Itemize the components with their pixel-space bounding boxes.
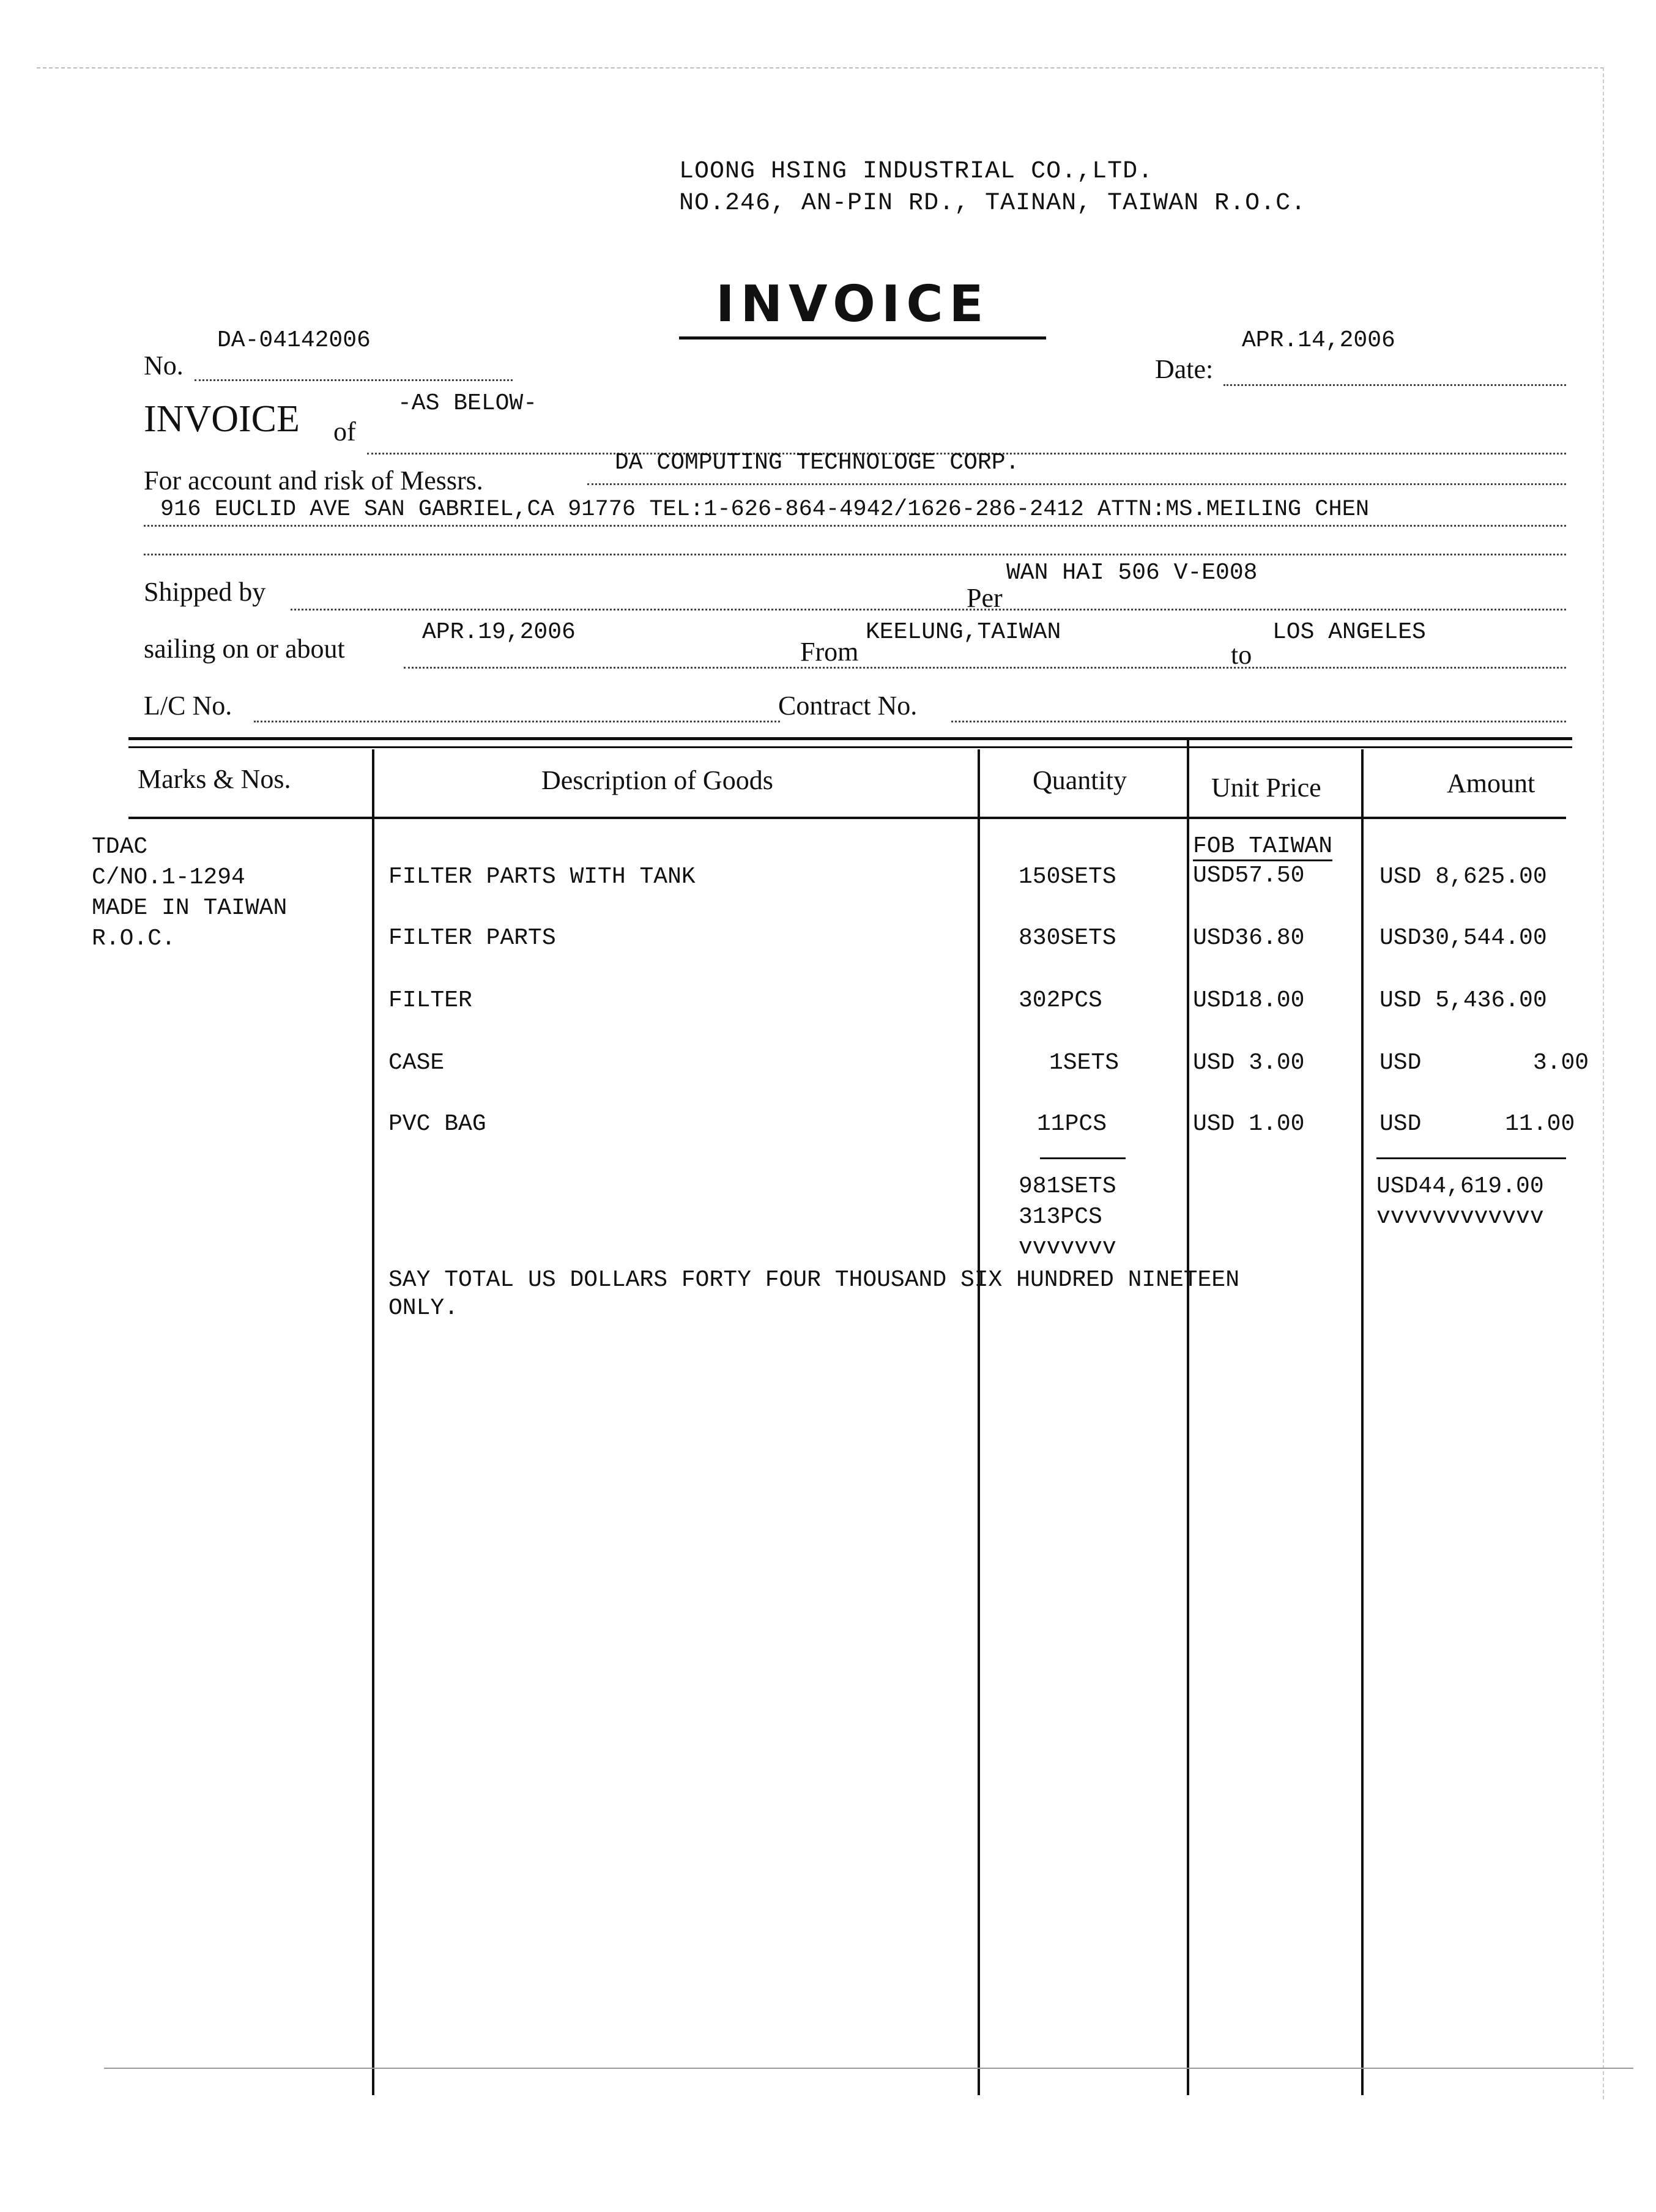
invoice-title: INVOICE xyxy=(716,275,990,333)
col-divider-1 xyxy=(372,749,374,2095)
header-unit-price: Unit Price xyxy=(1211,773,1321,803)
row-description: FILTER PARTS WITH TANK xyxy=(388,864,696,890)
row-description: FILTER xyxy=(388,987,472,1014)
row-description: PVC BAG xyxy=(388,1111,486,1137)
col-divider-2 xyxy=(978,749,980,2095)
shipped-by-line xyxy=(291,609,1566,611)
page-fold-edge xyxy=(104,2068,1633,2069)
header-marks: Marks & Nos. xyxy=(138,764,291,794)
row-amount: USD30,544.00 xyxy=(1379,925,1547,951)
company-header xyxy=(679,156,1306,220)
shipped-by-label: Shipped by xyxy=(144,577,266,607)
row-quantity: 11PCS xyxy=(1037,1111,1107,1137)
row-amount: USD 8,625.00 xyxy=(1379,864,1547,890)
header-quantity: Quantity xyxy=(1033,765,1127,795)
invoice-number: DA-04142006 xyxy=(217,327,371,354)
col-divider-4 xyxy=(1361,749,1364,2095)
mark-line: C/NO.1-1294 xyxy=(92,864,245,891)
contract-label: Contract No. xyxy=(778,691,918,721)
account-label: For account and risk of Messrs. xyxy=(144,466,483,495)
quantity-totals xyxy=(1019,1171,1116,1263)
say-total-line: ONLY. xyxy=(388,1295,459,1321)
header-description: Description of Goods xyxy=(541,765,773,795)
row-unit-price: USD36.80 xyxy=(1193,925,1305,951)
to-label: to xyxy=(1231,640,1252,670)
amount-total-rule xyxy=(1376,1157,1566,1159)
amount-check-mark: vvvvvvvvvvvv xyxy=(1376,1204,1544,1230)
from-value: KEELUNG,TAIWAN xyxy=(866,619,1061,645)
to-value: LOS ANGELES xyxy=(1272,619,1426,645)
blank-line-rule xyxy=(144,554,1566,555)
sailing-line xyxy=(404,667,1566,669)
row-description: CASE xyxy=(388,1050,445,1076)
mark-line: R.O.C. xyxy=(92,926,176,952)
header-amount: Amount xyxy=(1447,768,1535,798)
total-amount: USD44,619.00 xyxy=(1376,1173,1544,1200)
per-label: Per xyxy=(967,583,1003,613)
invoice-of-value: -AS BELOW- xyxy=(398,390,538,417)
row-unit-price: USD18.00 xyxy=(1193,987,1305,1014)
mark-line: TDAC xyxy=(92,834,148,860)
total-pcs: 313PCS xyxy=(1019,1204,1102,1230)
col-divider-3 xyxy=(1187,737,1189,2095)
row-unit-price: USD 3.00 xyxy=(1193,1050,1305,1076)
lc-label: L/C No. xyxy=(144,691,232,721)
say-total xyxy=(388,1266,1239,1323)
invoice-date: APR.14,2006 xyxy=(1242,327,1395,354)
total-sets: 981SETS xyxy=(1019,1173,1116,1200)
company-address: NO.246, AN-PIN RD., TAINAN, TAIWAN R.O.C. xyxy=(679,190,1307,217)
row-unit-price: USD 1.00 xyxy=(1193,1111,1305,1137)
contract-line xyxy=(951,721,1566,722)
company-name: LOONG HSING INDUSTRIAL CO.,LTD. xyxy=(679,158,1154,185)
per-value: WAN HAI 506 V-E008 xyxy=(1006,560,1258,586)
table-top-rule xyxy=(128,737,1572,740)
amount-totals xyxy=(1376,1171,1544,1233)
account-address: 916 EUCLID AVE SAN GABRIEL,CA 91776 TEL:1-626-864-4942/1626-286-2412 ATTN:MS.MEILING CHEN xyxy=(160,497,1370,522)
row-amount: USD 5,436.00 xyxy=(1379,987,1547,1014)
date-line xyxy=(1223,384,1566,386)
invoice-of-suffix: of xyxy=(333,417,356,447)
row-quantity: 150SETS xyxy=(1019,864,1116,890)
account-company: DA COMPUTING TECHNOLOGE CORP. xyxy=(615,450,1020,476)
table-top-rule-2 xyxy=(128,746,1572,748)
account-line xyxy=(587,483,1566,485)
lc-line xyxy=(254,721,780,722)
row-quantity: 830SETS xyxy=(1019,925,1116,951)
mark-line: MADE IN TAIWAN xyxy=(92,895,288,921)
no-line xyxy=(195,379,513,381)
shipping-marks xyxy=(92,832,287,954)
header-bottom-rule xyxy=(128,817,1566,819)
row-quantity: 1SETS xyxy=(1049,1050,1119,1076)
row-quantity: 302PCS xyxy=(1019,987,1102,1014)
from-label: From xyxy=(800,637,859,667)
invoice-of-label: INVOICE xyxy=(144,398,300,440)
row-unit-price: USD57.50 xyxy=(1193,863,1305,889)
no-label: No. xyxy=(144,351,184,380)
date-label: Date: xyxy=(1155,354,1214,384)
say-total-line: SAY TOTAL US DOLLARS FORTY FOUR THOUSAND SIX HUNDRED NINETEEN xyxy=(388,1267,1240,1293)
row-amount: USD 11.00 xyxy=(1379,1111,1575,1137)
price-terms: FOB TAIWAN xyxy=(1193,833,1332,861)
paper-edge xyxy=(37,67,1604,2099)
sailing-label: sailing on or about xyxy=(144,634,345,664)
quantity-total-rule xyxy=(1040,1157,1126,1159)
row-amount: USD 3.00 xyxy=(1379,1050,1589,1076)
title-underline xyxy=(679,336,1046,340)
quantity-check-mark: vvvvvvv xyxy=(1019,1234,1116,1261)
row-description: FILTER PARTS xyxy=(388,925,556,951)
sailing-date: APR.19,2006 xyxy=(422,619,576,645)
address-line-rule xyxy=(144,525,1566,527)
